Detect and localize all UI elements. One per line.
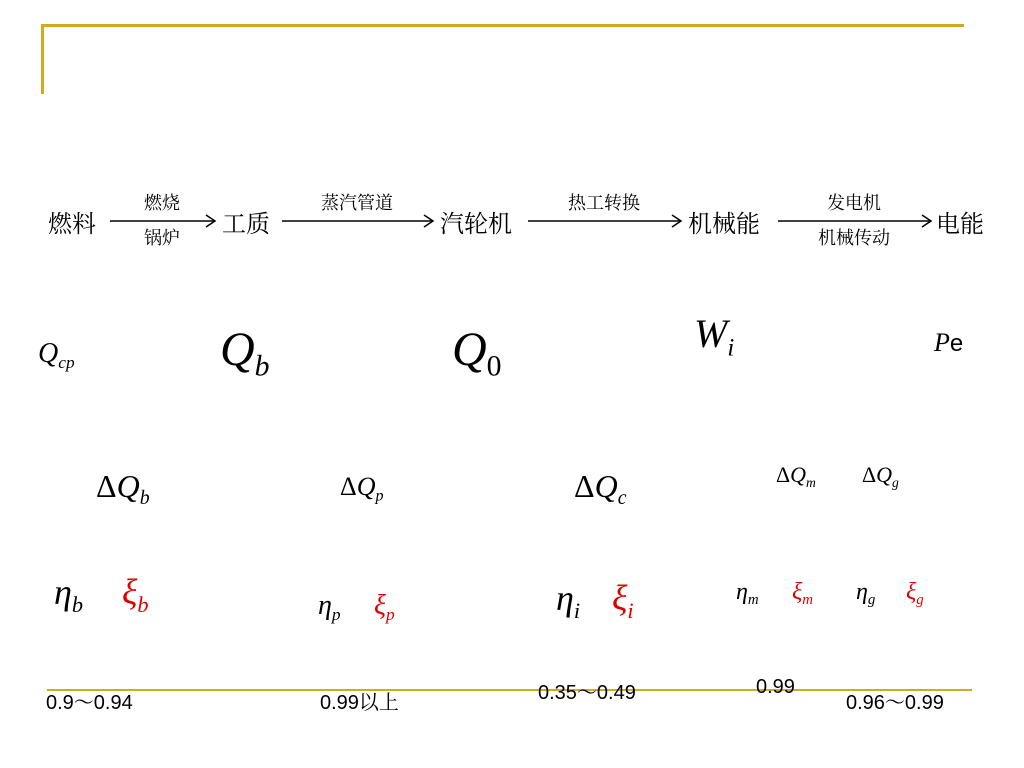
flow-node-fuel: 燃料 xyxy=(48,210,96,238)
symbol-delta-q-b: $\Delta Q_b$ xyxy=(96,468,150,509)
slide-frame-top-line xyxy=(41,24,964,27)
flow-arrow-1 xyxy=(110,214,218,228)
flow-arrow-2 xyxy=(282,214,436,228)
symbol-xi-b: $\xi_b$ xyxy=(122,572,149,617)
symbol-eta-i: $\eta_i$ xyxy=(556,578,581,623)
arrow-4-bottom-label: 机械传动 xyxy=(818,228,890,249)
flow-node-mechanical-energy: 机械能 xyxy=(688,210,760,238)
symbol-eta-p: $\eta_p$ xyxy=(318,590,341,625)
value-pipe: 0.99以上 xyxy=(320,692,399,714)
value-mechanical: 0.99 xyxy=(756,676,795,698)
symbol-eta-g: $\eta_g$ xyxy=(856,579,876,609)
symbol-delta-q-c: $\Delta Q_c$ xyxy=(574,468,627,509)
arrow-3-top-label: 热工转换 xyxy=(568,193,640,214)
flow-arrow-4 xyxy=(778,214,934,228)
arrow-1-bottom-label: 锅炉 xyxy=(144,228,180,249)
symbol-eta-m: $\eta_m$ xyxy=(736,579,759,609)
symbol-delta-q-g: $\Delta Q_g$ xyxy=(862,462,899,490)
symbol-delta-q-m: $\Delta Q_m$ xyxy=(776,462,816,490)
symbol-q-cp: $Q_{cp}$ xyxy=(38,338,75,373)
symbol-q-0: $Q_0$ xyxy=(452,323,502,383)
symbol-xi-i: $\xi_i$ xyxy=(612,578,634,623)
symbol-p-e: Pe xyxy=(934,328,964,357)
value-generator: 0.96～0.99 xyxy=(846,692,944,714)
arrow-2-top-label: 蒸汽管道 xyxy=(321,193,393,214)
symbol-eta-b: $\eta_b$ xyxy=(54,572,84,617)
symbol-delta-q-p: $\Delta Q_p$ xyxy=(340,472,384,505)
flow-node-turbine: 汽轮机 xyxy=(440,210,512,238)
value-turbine: 0.35～0.49 xyxy=(538,682,636,704)
flow-node-working-medium: 工质 xyxy=(222,210,270,238)
arrow-4-top-label: 发电机 xyxy=(827,193,881,214)
symbol-w-i: $W_i$ xyxy=(694,311,735,362)
symbol-xi-p: $\xi_p$ xyxy=(374,590,395,625)
flow-arrow-3 xyxy=(528,214,684,228)
flow-node-electric-energy: 电能 xyxy=(936,210,984,238)
value-boiler: 0.9～0.94 xyxy=(46,692,133,714)
symbol-xi-m: $\xi_m$ xyxy=(792,579,814,609)
slide-frame-left-line xyxy=(41,24,44,94)
symbol-xi-g: $\xi_g$ xyxy=(906,579,924,609)
slide-divider-line xyxy=(47,689,972,691)
symbol-q-b: $Q_b$ xyxy=(220,323,270,383)
arrow-1-top-label: 燃烧 xyxy=(144,193,180,214)
